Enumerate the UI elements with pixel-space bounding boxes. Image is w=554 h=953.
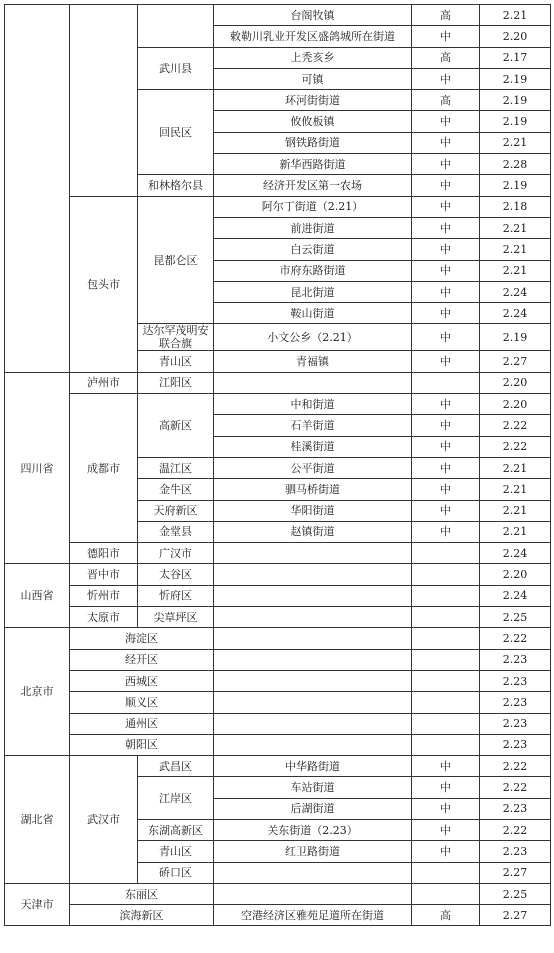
table-cell: 成都市 (70, 394, 138, 543)
table-cell: 2.19 (480, 111, 551, 132)
table-cell: 敕勒川乳业开发区盛鸽城所在街道 (214, 26, 412, 47)
table-cell: 中 (412, 217, 480, 238)
table-cell: 中 (412, 196, 480, 217)
table-cell: 前进街道 (214, 217, 412, 238)
table-cell: 2.19 (480, 324, 551, 351)
table-cell: 后湖街道 (214, 798, 412, 819)
table-cell (412, 564, 480, 585)
table-cell: 2.25 (480, 883, 551, 904)
table-cell: 2.28 (480, 154, 551, 175)
table-cell (214, 564, 412, 585)
table-row (5, 756, 551, 777)
table-row (5, 883, 551, 904)
table-cell: 昆都仑区 (138, 196, 214, 324)
table-cell: 中 (412, 479, 480, 500)
table-cell: 四川省 (5, 372, 70, 564)
table-row (5, 394, 551, 415)
table-cell: 江岸区 (138, 777, 214, 820)
table-cell: 滨海新区 (70, 905, 214, 926)
table-cell: 2.21 (480, 5, 551, 26)
table-cell: 2.21 (480, 217, 551, 238)
table-cell: 中 (412, 26, 480, 47)
table-cell (214, 692, 412, 713)
table-cell: 朝阳区 (70, 734, 214, 755)
table-cell: 高 (412, 47, 480, 68)
table-row (5, 628, 551, 649)
table-cell: 高 (412, 90, 480, 111)
table-cell: 攸攸板镇 (214, 111, 412, 132)
table-cell (214, 670, 412, 691)
table-cell: 2.20 (480, 564, 551, 585)
table-cell (412, 372, 480, 393)
table-cell: 金堂县 (138, 521, 214, 542)
table-row (5, 372, 551, 393)
table-cell: 2.23 (480, 798, 551, 819)
table-cell: 华阳街道 (214, 500, 412, 521)
table-cell: 太原市 (70, 607, 138, 628)
table-cell (412, 585, 480, 606)
table-cell: 中华路街道 (214, 756, 412, 777)
table-cell: 太谷区 (138, 564, 214, 585)
table-cell: 中 (412, 351, 480, 372)
table-cell: 昆北街道 (214, 281, 412, 302)
table-cell: 天府新区 (138, 500, 214, 521)
table-cell (214, 628, 412, 649)
table-cell: 忻府区 (138, 585, 214, 606)
table-cell: 2.20 (480, 26, 551, 47)
table-row (5, 670, 551, 691)
table-cell: 2.24 (480, 281, 551, 302)
table-cell: 2.25 (480, 607, 551, 628)
table-cell: 泸州市 (70, 372, 138, 393)
table-cell: 2.23 (480, 649, 551, 670)
table-cell: 2.22 (480, 415, 551, 436)
table-cell: 关东街道（2.23） (214, 819, 412, 840)
table-cell (214, 543, 412, 564)
table-cell: 2.23 (480, 734, 551, 755)
table-cell: 高新区 (138, 394, 214, 458)
table-cell: 市府东路街道 (214, 260, 412, 281)
table-cell: 德阳市 (70, 543, 138, 564)
table-row (5, 543, 551, 564)
table-row (5, 713, 551, 734)
table-cell: 2.21 (480, 132, 551, 153)
table-cell: 2.24 (480, 585, 551, 606)
table-cell: 赵镇街道 (214, 521, 412, 542)
table-cell (214, 713, 412, 734)
table-cell: 晋中市 (70, 564, 138, 585)
table-cell: 中 (412, 819, 480, 840)
table-cell: 2.20 (480, 394, 551, 415)
table-row (5, 905, 551, 926)
table-cell: 环河街街道 (214, 90, 412, 111)
table-cell: 2.19 (480, 175, 551, 196)
table-cell: 海淀区 (70, 628, 214, 649)
table-cell: 中 (412, 457, 480, 478)
table-cell: 广汉市 (138, 543, 214, 564)
table-cell: 2.20 (480, 372, 551, 393)
table-cell: 2.21 (480, 479, 551, 500)
table-cell: 鞍山街道 (214, 303, 412, 324)
table-cell: 金牛区 (138, 479, 214, 500)
table-cell: 2.23 (480, 713, 551, 734)
table-cell: 新华西路街道 (214, 154, 412, 175)
table-cell: 武汉市 (70, 756, 138, 884)
table-row (5, 5, 551, 26)
table-cell (214, 585, 412, 606)
table-cell: 2.24 (480, 303, 551, 324)
table-cell: 2.24 (480, 543, 551, 564)
table-cell: 通州区 (70, 713, 214, 734)
table-cell (214, 862, 412, 883)
table-cell: 上秃亥乡 (214, 47, 412, 68)
table-cell: 经济开发区第一农场 (214, 175, 412, 196)
table-cell: 公平街道 (214, 457, 412, 478)
table-cell: 中 (412, 281, 480, 302)
table-cell: 2.27 (480, 905, 551, 926)
table-cell: 中 (412, 68, 480, 89)
table-cell: 空港经济区雅苑足道所在街道 (214, 905, 412, 926)
table-cell: 中 (412, 521, 480, 542)
table-cell: 高 (412, 905, 480, 926)
table-cell: 驷马桥街道 (214, 479, 412, 500)
table-cell: 2.18 (480, 196, 551, 217)
table-cell: 桂溪街道 (214, 436, 412, 457)
table-cell: 2.19 (480, 90, 551, 111)
table-cell: 尖草坪区 (138, 607, 214, 628)
table-cell: 红卫路街道 (214, 841, 412, 862)
table-cell: 2.21 (480, 457, 551, 478)
table-cell (412, 734, 480, 755)
table-cell: 2.27 (480, 862, 551, 883)
table-cell: 2.21 (480, 260, 551, 281)
risk-area-table (4, 4, 551, 926)
table-cell: 中 (412, 132, 480, 153)
table-cell (412, 692, 480, 713)
table-body (5, 5, 551, 926)
table-cell: 2.23 (480, 670, 551, 691)
table-row (5, 734, 551, 755)
table-cell: 江阳区 (138, 372, 214, 393)
table-cell: 2.23 (480, 692, 551, 713)
table-cell: 中 (412, 154, 480, 175)
table-cell: 青山区 (138, 841, 214, 862)
table-cell: 中 (412, 756, 480, 777)
table-cell: 和林格尔县 (138, 175, 214, 196)
table-row (5, 564, 551, 585)
table-cell: 2.23 (480, 841, 551, 862)
table-cell (214, 607, 412, 628)
table-cell: 中 (412, 239, 480, 260)
table-cell: 可镇 (214, 68, 412, 89)
table-row (5, 649, 551, 670)
table-cell (412, 670, 480, 691)
table-cell: 东丽区 (70, 883, 214, 904)
table-cell: 北京市 (5, 628, 70, 756)
table-cell: 武川县 (138, 47, 214, 90)
table-cell: 中 (412, 394, 480, 415)
table-cell (412, 543, 480, 564)
table-cell: 中 (412, 260, 480, 281)
table-row (5, 196, 551, 217)
table-cell: 2.22 (480, 756, 551, 777)
table-cell (412, 607, 480, 628)
table-cell: 中 (412, 175, 480, 196)
table-cell (412, 649, 480, 670)
table-cell: 2.22 (480, 819, 551, 840)
table-cell (5, 5, 70, 373)
table-cell (138, 5, 214, 48)
table-cell (214, 734, 412, 755)
table-cell: 中 (412, 111, 480, 132)
table-cell: 中 (412, 415, 480, 436)
table-cell: 东湖高新区 (138, 819, 214, 840)
table-cell: 顺义区 (70, 692, 214, 713)
table-cell (412, 883, 480, 904)
table-cell: 温江区 (138, 457, 214, 478)
table-cell: 小文公乡（2.21） (214, 324, 412, 351)
table-cell: 湖北省 (5, 756, 70, 884)
table-cell: 阿尔丁街道（2.21） (214, 196, 412, 217)
table-cell: 钢铁路街道 (214, 132, 412, 153)
table-cell: 中 (412, 798, 480, 819)
table-cell: 回民区 (138, 90, 214, 175)
table-cell: 中 (412, 500, 480, 521)
table-row (5, 692, 551, 713)
table-cell: 白云街道 (214, 239, 412, 260)
table-row (5, 607, 551, 628)
table-cell: 中 (412, 777, 480, 798)
table-cell: 台阁牧镇 (214, 5, 412, 26)
table-cell: 青山区 (138, 351, 214, 372)
table-cell: 石羊街道 (214, 415, 412, 436)
table-cell: 2.27 (480, 351, 551, 372)
table-cell (214, 649, 412, 670)
table-cell: 包头市 (70, 196, 138, 372)
table-cell: 天津市 (5, 883, 70, 926)
table-cell (70, 5, 138, 197)
table-cell (214, 372, 412, 393)
table-cell: 青福镇 (214, 351, 412, 372)
table-cell: 2.22 (480, 436, 551, 457)
table-cell: 中 (412, 303, 480, 324)
table-cell (412, 862, 480, 883)
table-cell: 2.21 (480, 239, 551, 260)
table-cell: 山西省 (5, 564, 70, 628)
table-cell: 中 (412, 436, 480, 457)
table-cell (214, 883, 412, 904)
table-cell: 2.17 (480, 47, 551, 68)
table-cell: 2.19 (480, 68, 551, 89)
table-cell: 西城区 (70, 670, 214, 691)
table-cell: 2.22 (480, 628, 551, 649)
table-cell (412, 628, 480, 649)
table-cell: 高 (412, 5, 480, 26)
table-cell: 2.21 (480, 500, 551, 521)
table-cell: 经开区 (70, 649, 214, 670)
table-cell: 车站街道 (214, 777, 412, 798)
table-cell: 硚口区 (138, 862, 214, 883)
table-cell: 中和街道 (214, 394, 412, 415)
table-cell: 忻州市 (70, 585, 138, 606)
table-cell: 中 (412, 841, 480, 862)
table-cell: 中 (412, 324, 480, 351)
table-cell (412, 713, 480, 734)
table-cell: 武昌区 (138, 756, 214, 777)
table-row (5, 585, 551, 606)
table-cell: 2.21 (480, 521, 551, 542)
table-cell: 2.22 (480, 777, 551, 798)
table-cell: 达尔罕茂明安联合旗 (138, 324, 214, 351)
